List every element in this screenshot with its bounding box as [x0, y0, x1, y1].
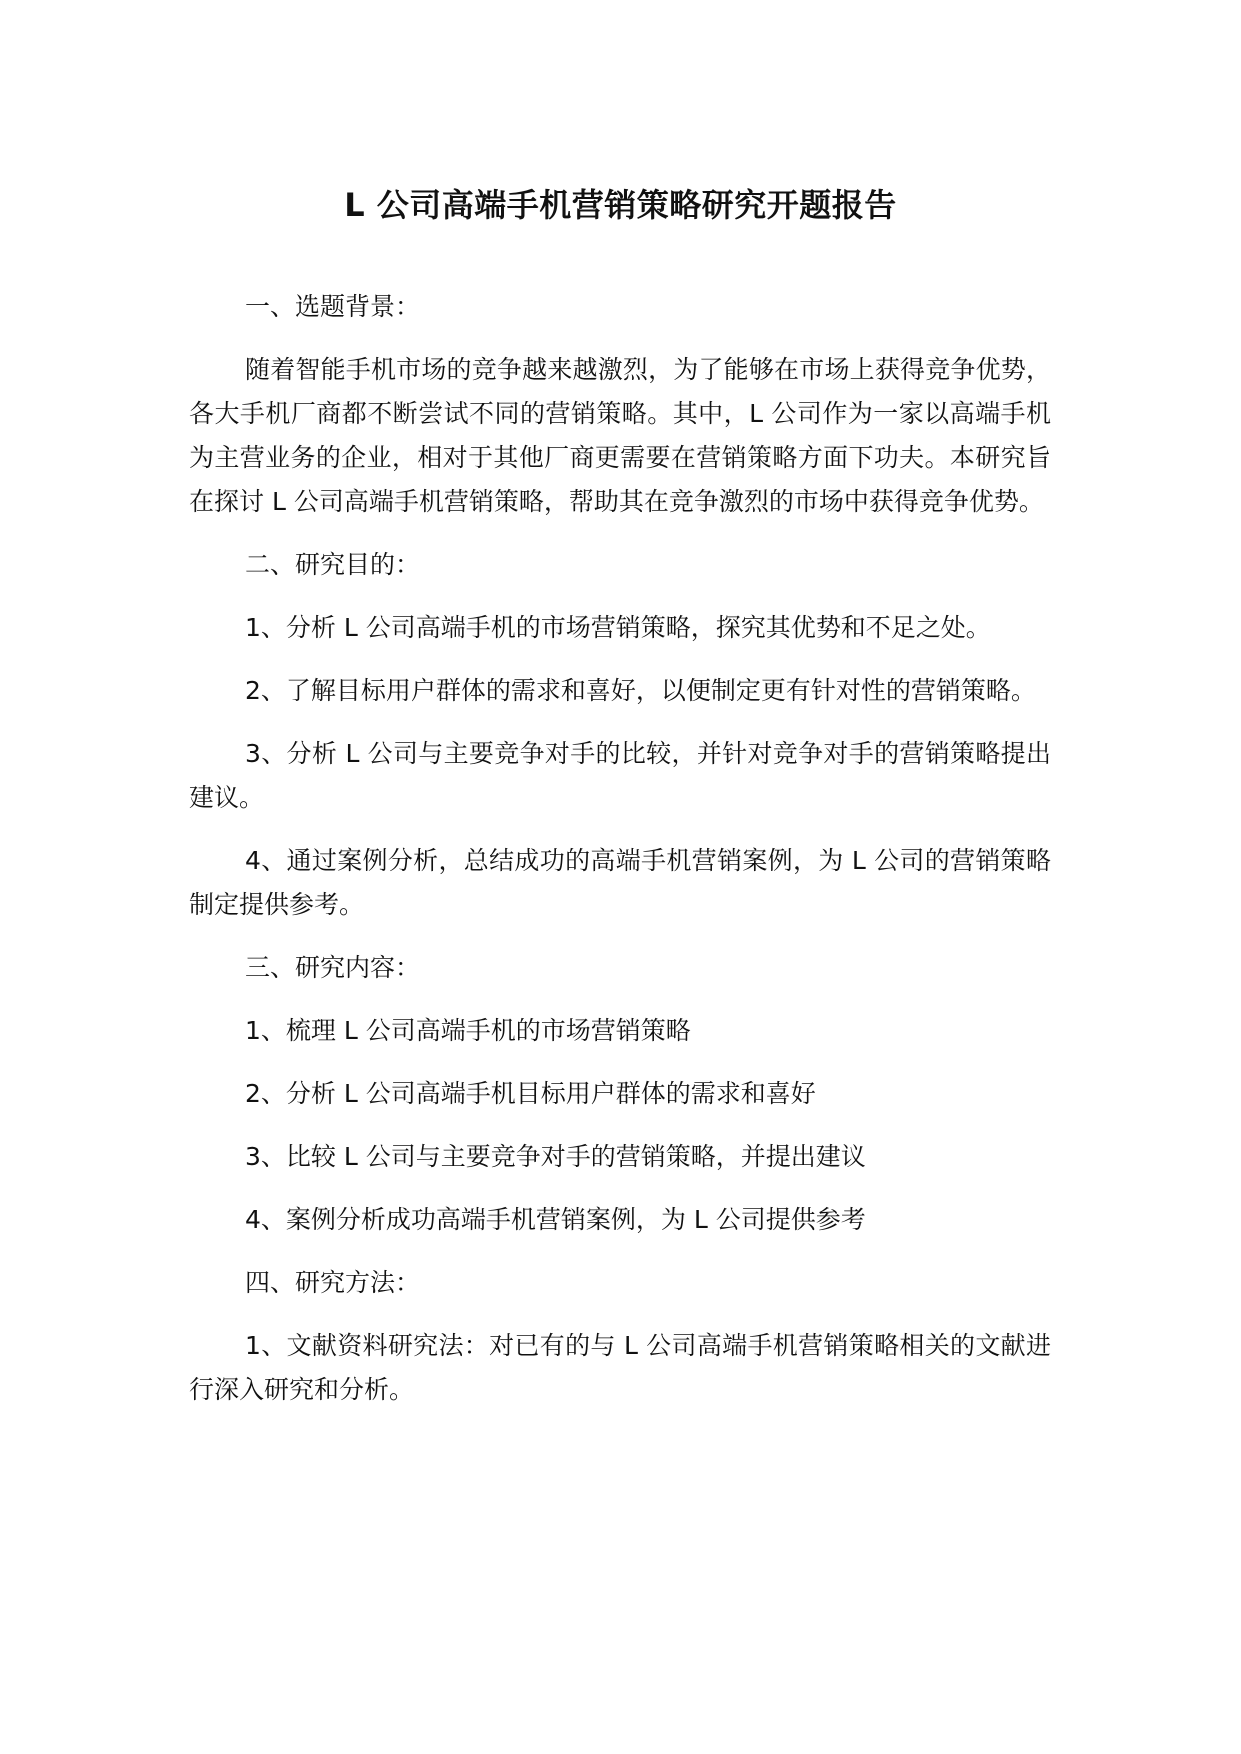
purpose-item-4: 4、通过案例分析，总结成功的高端手机营销案例，为 L 公司的营销策略制定提供参考。: [189, 846, 1051, 919]
content-item-4: 4、案例分析成功高端手机营销案例，为 L 公司提供参考: [245, 1205, 866, 1234]
background-paragraph: 随着智能手机市场的竞争越来越激烈，为了能够在市场上获得竞争优势，各大手机厂商都不断尝试不同的营销策略。其中，L 公司作为一家以高端手机为主营业务的企业，相对于其他厂商更需要在营销策略方面下功夫。本研究旨在探讨 L 公司高端手机营销策略，帮助其在竞争激烈的市场中获得竞争优势。: [189, 355, 1051, 516]
purpose-item-2: 2、了解目标用户群体的需求和喜好，以便制定更有针对性的营销策略。: [245, 676, 1036, 705]
purpose-item-1: 1、分析 L 公司高端手机的市场营销策略，探究其优势和不足之处。: [245, 613, 991, 642]
document-body: [189, 285, 1051, 1431]
section-heading-background: 一、选题背景：: [245, 292, 421, 321]
section-heading-methods: 四、研究方法：: [245, 1268, 421, 1297]
section-heading-content: 三、研究内容：: [245, 953, 421, 982]
content-item-2: 2、分析 L 公司高端手机目标用户群体的需求和喜好: [245, 1079, 816, 1108]
content-item-3: 3、比较 L 公司与主要竞争对手的营销策略，并提出建议: [245, 1142, 866, 1171]
content-item-1: 1、梳理 L 公司高端手机的市场营销策略: [245, 1016, 691, 1045]
section-heading-purpose: 二、研究目的：: [245, 550, 421, 579]
purpose-item-3: 3、分析 L 公司与主要竞争对手的比较，并针对竞争对手的营销策略提出建议。: [189, 739, 1051, 812]
method-item-1: 1、文献资料研究法：对已有的与 L 公司高端手机营销策略相关的文献进行深入研究和分析。: [189, 1331, 1051, 1404]
document-title: L 公司高端手机营销策略研究开题报告: [344, 186, 897, 224]
